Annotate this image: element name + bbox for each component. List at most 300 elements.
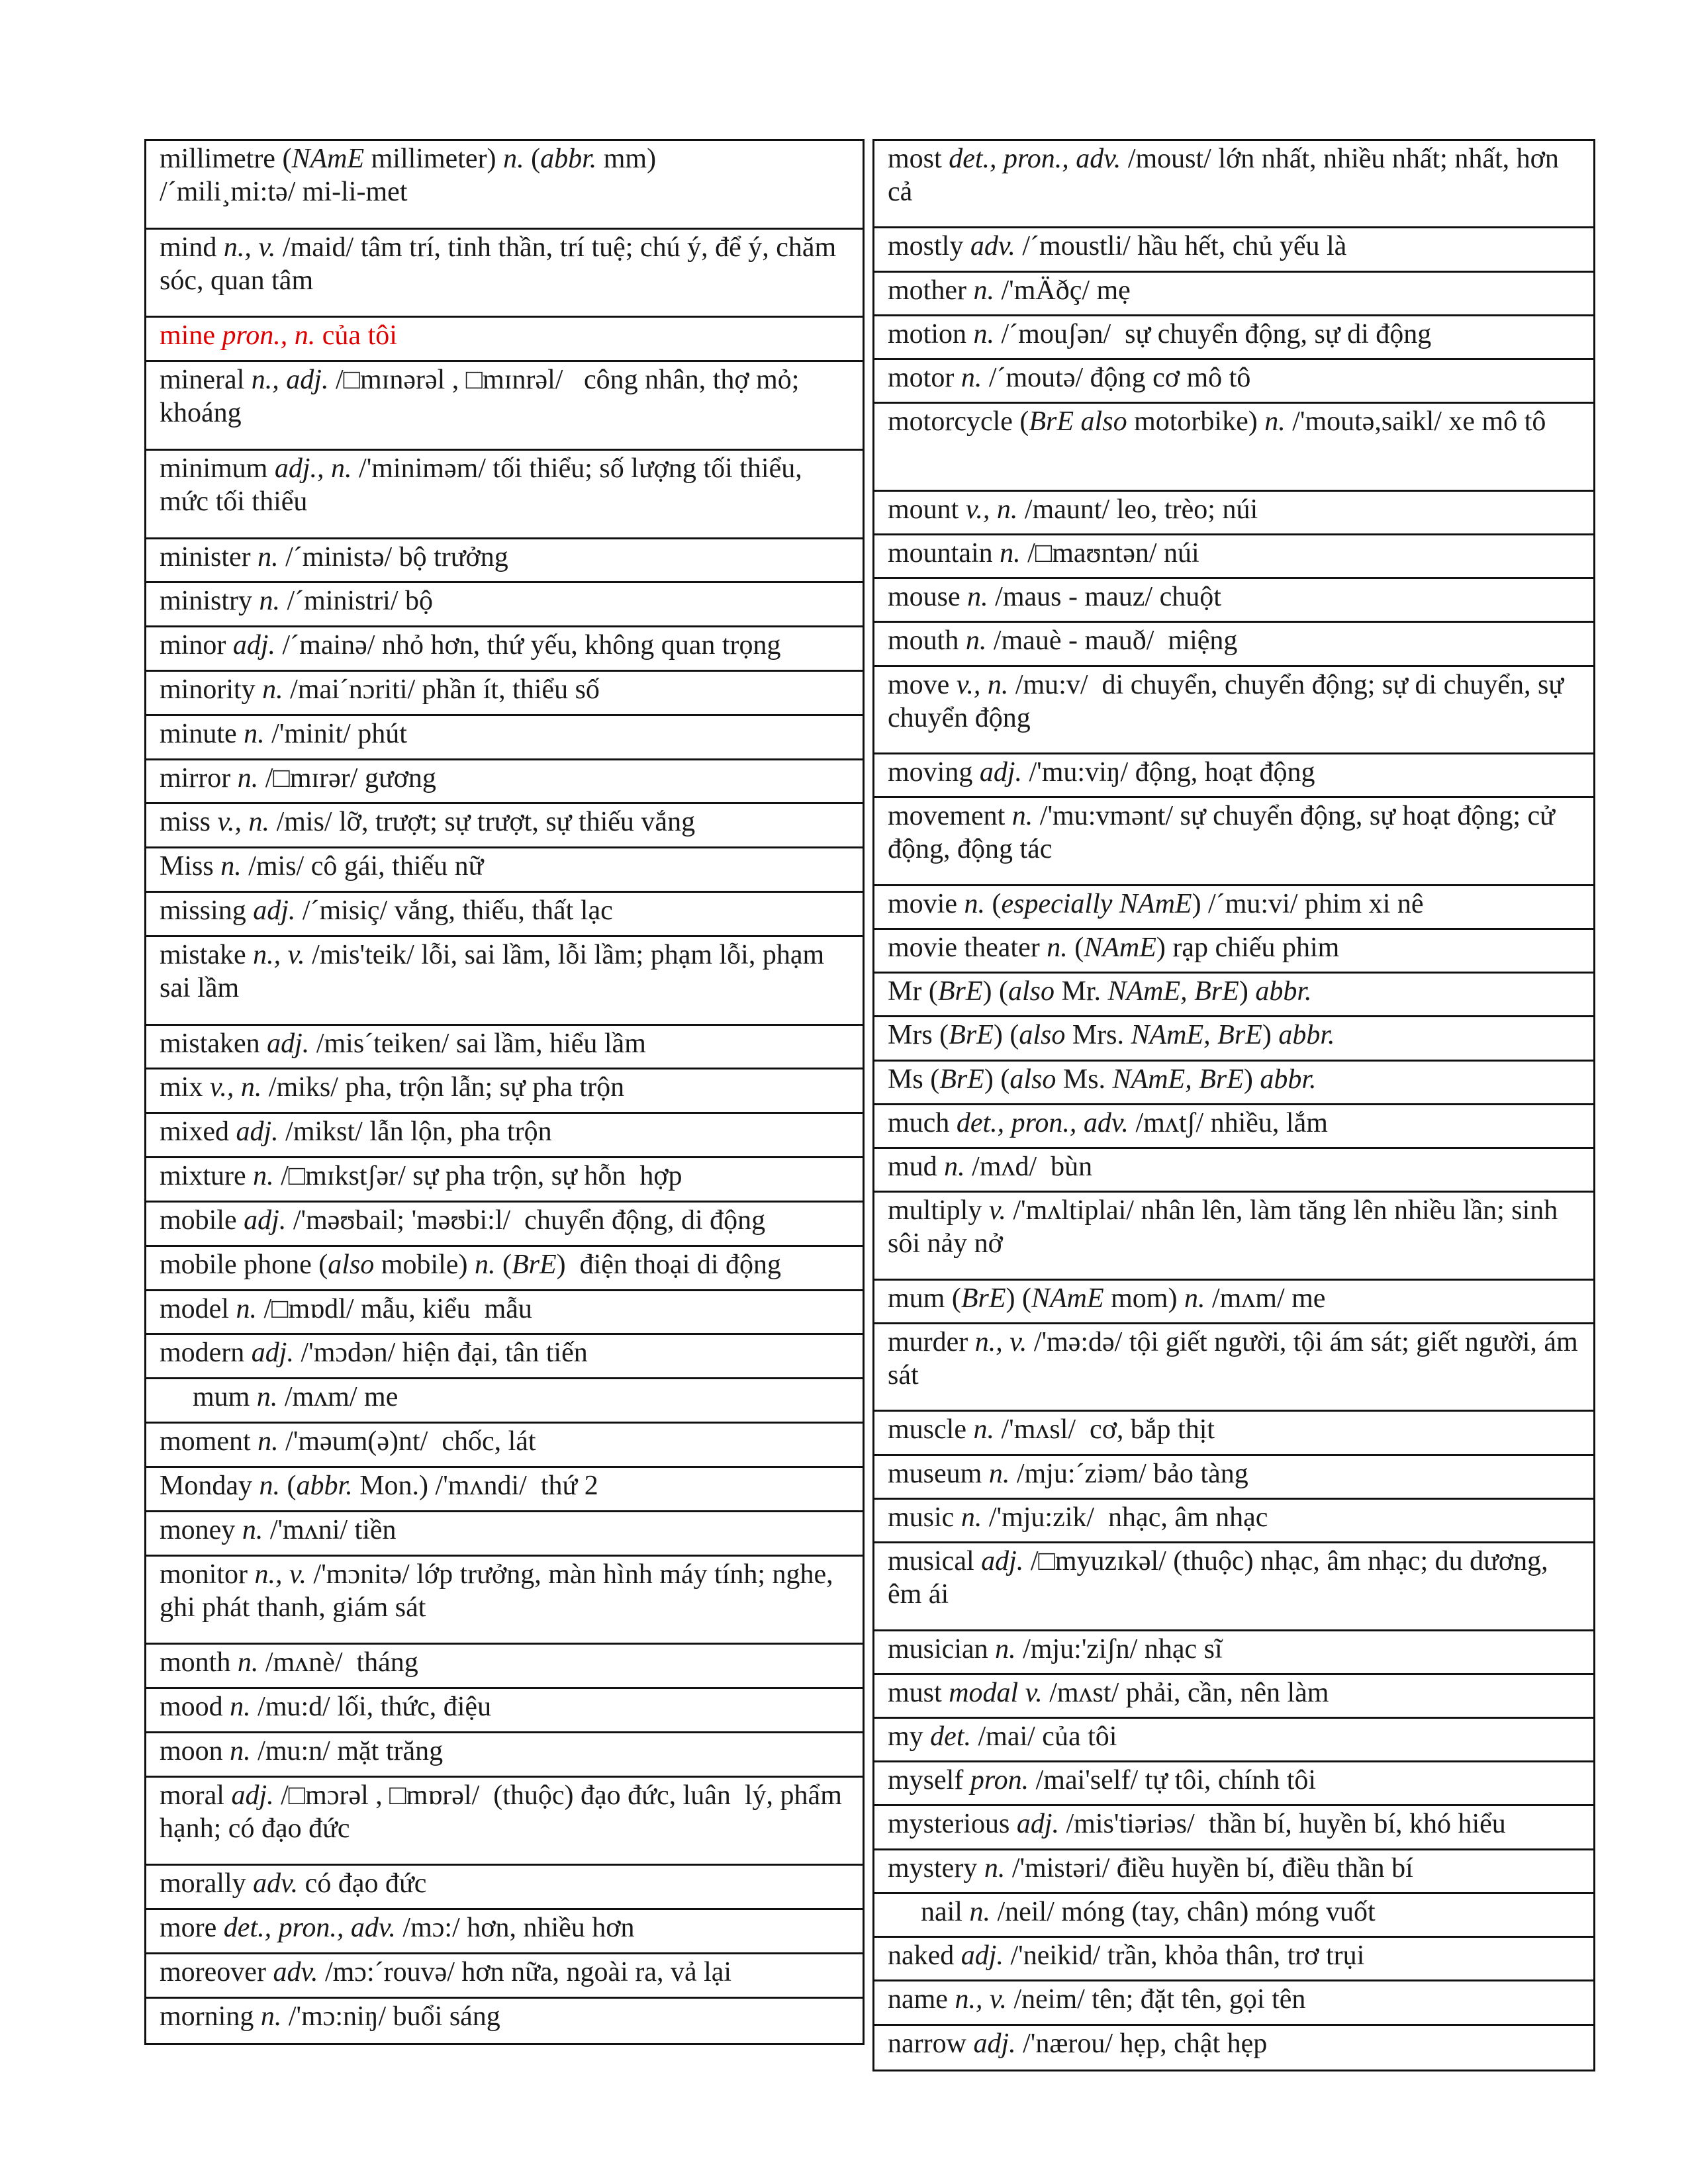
entry-grammar-label: adj. (244, 1205, 287, 1236)
entry-text: mix (160, 1072, 210, 1103)
entry-text: ) (1239, 976, 1256, 1007)
entry-text: /□mɪkstʃər/ sự pha trộn, sự hỗn hợp (273, 1161, 682, 1192)
entry-row (874, 1062, 1593, 1105)
entry-row (874, 1543, 1593, 1631)
entry-grammar-label: n. (262, 674, 283, 705)
entry-row (146, 1069, 863, 1114)
entry-text: Mrs. (1065, 1020, 1131, 1051)
entry-text: /mu:n/ mặt trăng (250, 1735, 444, 1766)
entry-text: /mai/ của tôi (970, 1721, 1117, 1752)
entry-row (874, 930, 1593, 974)
entry-row (146, 893, 863, 937)
entry-text: /□mɪnərəl , □mɪnrəl/ công nhân, thợ mỏ; khoáng (160, 365, 806, 429)
entry-text: /mʌm/ me (277, 1382, 399, 1413)
entry-row (146, 937, 863, 1026)
entry-text: money (160, 1514, 242, 1545)
entry-text: /mʌnè/ tháng (258, 1647, 418, 1678)
entry-row (874, 667, 1593, 754)
entry-text: mineral (160, 365, 252, 396)
entry-row (146, 1999, 863, 2043)
entry-row (874, 316, 1593, 360)
entry-row (146, 583, 863, 627)
entry-grammar-label: n., v. (253, 939, 305, 970)
entry-text: musician (888, 1633, 996, 1664)
entry-text: mystery (888, 1852, 984, 1884)
entry-text: /'mistəri/ điều huyền bí, điều thần bí (1005, 1852, 1413, 1884)
entry-text: Ms ( (888, 1064, 940, 1095)
entry-grammar-label: BrE also (1029, 406, 1127, 437)
entry-text: /mikst/ lẫn lộn, pha trộn (278, 1116, 552, 1148)
entry-text: có đạo đức (298, 1868, 427, 1899)
entry-row (874, 1894, 1593, 1938)
entry-text: ( (984, 888, 1002, 919)
entry-grammar-label: adj. (232, 630, 275, 661)
entry-text: /□mɪrər/ gương (258, 762, 436, 794)
entry-text: moment (160, 1426, 258, 1457)
entry-text: /mɔ:/ hơn, nhiều hơn (395, 1913, 635, 1944)
entry-grammar-label: n. (503, 144, 524, 174)
entry-text: /ˊministri/ bộ (280, 586, 434, 617)
entry-text: /misˊteiken/ sai lầm, hiểu lầm (309, 1028, 646, 1059)
entry-row (146, 1247, 863, 1291)
entry-text: ) (1243, 1064, 1260, 1095)
entry-text: music (888, 1502, 961, 1533)
entry-row (874, 1017, 1593, 1061)
entry-grammar-label: abbr. (1278, 1020, 1335, 1051)
entry-grammar-label: especially NAmE (1001, 888, 1192, 919)
entry-row (874, 1149, 1593, 1193)
entry-text: mine (160, 320, 222, 351)
entry-grammar-label: abbr. (296, 1470, 353, 1501)
entry-text: /ˊministə/ bộ trưởng (278, 541, 508, 572)
entry-text: mm) /ˊmili¸mi:tə/ mi-li-met (160, 144, 657, 207)
entry-text: /maus - mauz/ chuột (988, 582, 1221, 613)
entry-grammar-label: adj. (251, 1338, 294, 1369)
entry-row (146, 1866, 863, 1910)
entry-text: /mis'tiəriəs/ thần bí, huyền bí, khó hiểu (1059, 1809, 1506, 1840)
entry-row (874, 404, 1593, 491)
entry-grammar-label: BrE (961, 1283, 1006, 1314)
entry-text: /'mɔnitə/ lớp trưởng, màn hình máy tính; nghe, ghi phát thanh, giám sát (160, 1559, 841, 1623)
entry-text: /'minit/ phút (264, 718, 407, 749)
entry-grammar-label: NAmE, BrE (1131, 1020, 1262, 1051)
entry-row (146, 318, 863, 362)
entry-row (874, 228, 1593, 272)
entry-text: Mr. (1054, 976, 1108, 1007)
entry-text: ( (1067, 933, 1084, 963)
entry-grammar-label: NAmE, BrE (1112, 1064, 1244, 1095)
entry-row (146, 1512, 863, 1557)
entry-grammar-label: also (1019, 1020, 1066, 1051)
entry-grammar-label: n. (244, 718, 265, 749)
entry-text: minority (160, 674, 263, 705)
entry-text: /□myuzɪkəl/ (thuộc) nhạc, âm nhạc; du dương, êm ái (888, 1546, 1556, 1610)
entry-row (146, 760, 863, 805)
entry-grammar-label: also (1008, 976, 1055, 1007)
entry-grammar-label: det., pron., adv. (956, 1107, 1129, 1138)
entry-text: /mʌtʃ/ nhiều, lắm (1128, 1107, 1328, 1138)
entry-grammar-label: n. (961, 363, 982, 394)
entry-grammar-label: n. (961, 1502, 982, 1533)
entry-grammar-label: n. (258, 1426, 279, 1457)
entry-grammar-label: NAmE (1084, 933, 1156, 963)
entry-text: missing (160, 895, 254, 927)
entry-text: multiply (888, 1195, 989, 1226)
entry-text: /mu:v/ di chuyển, chuyển động; sự di chuyển, sự chuyển động (888, 669, 1571, 733)
entry-text: /mʌst/ phải, cần, nên làm (1042, 1677, 1329, 1708)
entry-row (146, 716, 863, 760)
entry-text: my (888, 1721, 931, 1752)
entry-text: /ˊmisiç/ vắng, thiếu, thất lạc (295, 895, 613, 927)
entry-grammar-label: n. (242, 1514, 263, 1545)
entry-grammar-label: n. (253, 1161, 274, 1192)
entry-text: /'mɔdən/ hiện đại, tân tiến (293, 1338, 588, 1369)
entry-row (874, 1456, 1593, 1500)
entry-text: Mrs ( (888, 1020, 949, 1051)
entry-text: must (888, 1677, 949, 1708)
entry-text: name (888, 1984, 955, 2015)
entry-row (874, 141, 1593, 228)
entry-text: motorcycle ( (888, 406, 1029, 437)
entry-grammar-label: v., n. (217, 807, 270, 838)
entry-grammar-label: NAmE (291, 144, 365, 174)
entry-row (146, 804, 863, 848)
entry-row (146, 451, 863, 539)
entry-text: mom) (1103, 1283, 1184, 1314)
entry-row (146, 539, 863, 584)
entry-row (874, 1719, 1593, 1762)
entry-grammar-label: BrE (949, 1020, 994, 1051)
entry-grammar-label: v., n. (209, 1072, 262, 1103)
entry-text: ministry (160, 586, 259, 617)
entry-row (874, 1938, 1593, 1981)
entry-text: myself (888, 1765, 970, 1796)
entry-row (146, 848, 863, 893)
entry-grammar-label: adv. (273, 1957, 318, 1988)
entry-text: /mu:d/ lối, thức, điệu (250, 1692, 492, 1723)
entry-row (146, 1424, 863, 1468)
entry-grammar-label: n. (259, 1470, 280, 1501)
entry-grammar-label: n. (969, 1896, 990, 1927)
entry-row (874, 1105, 1593, 1149)
entry-text: /neil/ móng (tay, chân) móng vuốt (990, 1896, 1376, 1927)
entry-row (874, 1762, 1593, 1806)
entry-text: move (888, 669, 957, 700)
entry-text: mixture (160, 1161, 254, 1192)
entry-row (874, 1324, 1593, 1412)
entry-grammar-label: BrE (511, 1249, 557, 1280)
entry-text: minister (160, 541, 258, 572)
entry-row (146, 362, 863, 451)
entry-row (874, 623, 1593, 666)
entry-grammar-label: n. (230, 1692, 251, 1723)
entry-text: motion (888, 318, 974, 349)
entry-text: /'mu:viŋ/ động, hoạt động (1022, 757, 1315, 788)
entry-row (146, 1335, 863, 1379)
entry-row (146, 1954, 863, 1999)
entry-row (146, 1778, 863, 1866)
entry-row (146, 1910, 863, 1954)
entry-text: ) rạp chiếu phim (1156, 933, 1340, 963)
entry-row (874, 273, 1593, 316)
entry-grammar-label: n. (237, 762, 259, 794)
entry-grammar-label: n. (260, 2001, 282, 2032)
entry-text: Mon.) /'mʌndi/ thứ 2 (352, 1470, 598, 1501)
entry-text: moon (160, 1735, 230, 1766)
entry-row (146, 1114, 863, 1158)
entry-text: /mʌm/ me (1205, 1283, 1326, 1314)
entry-grammar-label: adj. (1016, 1809, 1059, 1840)
entry-row (874, 886, 1593, 930)
entry-grammar-label: n. (236, 1293, 257, 1324)
entry-text: /'mu:vmənt/ sự chuyển động, sự hoạt động; cử động, động tác (888, 801, 1562, 865)
entry-text: mistaken (160, 1028, 267, 1059)
entry-row (874, 798, 1593, 886)
entry-text: ) /ˊmu:vi/ phim xi nê (1192, 888, 1424, 919)
entry-row (874, 1412, 1593, 1455)
entry-text: naked (888, 1940, 961, 1972)
entry-text: /'moutə,saikl/ xe mô tô (1285, 406, 1546, 437)
entry-text: /mju:'ziʃn/ nhạc sĩ (1015, 1633, 1223, 1664)
entry-grammar-label: adj. (236, 1116, 279, 1148)
entry-text: movement (888, 801, 1012, 832)
entry-row (874, 1806, 1593, 1850)
entry-row (146, 1645, 863, 1689)
entry-text: /mai'self/ tự tôi, chính tôi (1029, 1765, 1317, 1796)
entry-text: movie theater (888, 933, 1047, 963)
entry-grammar-label: n., v. (223, 232, 276, 263)
entry-grammar-label: adv. (970, 231, 1015, 262)
entry-row (874, 492, 1593, 535)
entry-row (874, 754, 1593, 798)
entry-text: narrow (888, 2028, 974, 2059)
entry-text: /maunt/ leo, trèo; núi (1017, 494, 1258, 525)
entry-grammar-label: n. (220, 851, 242, 882)
entry-text: /mju:ˊziəm/ bảo tàng (1009, 1458, 1248, 1489)
entry-text: /'neikid/ trần, khỏa thân, trơ trụi (1003, 1940, 1365, 1972)
entry-text: mum ( (888, 1283, 961, 1314)
entry-row (874, 1981, 1593, 2025)
entry-row (146, 141, 863, 230)
entry-text: /maid/ tâm trí, tinh thần, trí tuệ; chú ý, để ý, chăm sóc, quan tâm (160, 232, 843, 296)
entry-text: /ˊmoustli/ hầu hết, chủ yếu là (1015, 231, 1347, 262)
entry-grammar-label: n. (1184, 1283, 1205, 1314)
entry-grammar-label: adj. (973, 2028, 1016, 2059)
entry-text: của tôi (315, 320, 397, 351)
entry-text: Monday (160, 1470, 259, 1501)
entry-text: mouth (888, 625, 966, 657)
entry-row (874, 579, 1593, 623)
entry-text: /mauè - mauð/ miệng (986, 625, 1238, 657)
entry-row (146, 1689, 863, 1733)
entry-text: Miss (160, 851, 221, 882)
entry-grammar-label: n. (995, 1633, 1016, 1664)
entry-text: much (888, 1107, 957, 1138)
entry-grammar-label: n., adj. (251, 365, 329, 396)
entry-text: ) ( (982, 976, 1008, 1007)
entry-grammar-label: adj. (981, 1546, 1024, 1577)
entry-text: /mʌd/ bùn (964, 1152, 1093, 1183)
entry-row (874, 1281, 1593, 1324)
entry-row (146, 1557, 863, 1645)
entry-text: mountain (888, 538, 1000, 569)
entry-text: museum (888, 1458, 989, 1489)
entry-text: ( (524, 144, 541, 174)
entry-text: mistake (160, 939, 254, 970)
entry-grammar-label: also (328, 1249, 375, 1280)
entry-row (874, 535, 1593, 579)
entry-text: ) ( (993, 1020, 1019, 1051)
entry-text: /'mɔ:niŋ/ buổi sáng (281, 2001, 500, 2032)
entry-grammar-label: n. (973, 1414, 994, 1445)
entry-text: /'mə:də/ tội giết người, tội ám sát; giết người, ám sát (888, 1326, 1585, 1390)
entry-text: monitor (160, 1559, 255, 1590)
entry-grammar-label: modal v. (949, 1677, 1043, 1708)
entry-row (146, 1379, 863, 1424)
entry-text: most (888, 144, 949, 174)
vocab-table-right (872, 139, 1595, 2071)
entry-text: mouse (888, 582, 968, 613)
entry-text: nail (921, 1896, 970, 1927)
entry-text: /'məum(ə)nt/ chốc, lát (278, 1426, 536, 1457)
entry-text: mirror (160, 762, 238, 794)
entry-text: morning (160, 2001, 261, 2032)
entry-text: mobile phone ( (160, 1249, 328, 1280)
entry-text: /'mʌni/ tiền (263, 1514, 397, 1545)
entry-text: /'mju:zik/ nhạc, âm nhạc (982, 1502, 1268, 1533)
entry-grammar-label: n. (988, 1458, 1010, 1489)
entry-text: mum (193, 1382, 257, 1413)
entry-text: /'miniməm/ tối thiểu; số lượng tối thiểu, mức tối thiểu (160, 453, 810, 517)
entry-text: /mis/ lỡ, trượt; sự trượt, sự thiếu vắng (269, 807, 696, 838)
entry-grammar-label: n. (984, 1852, 1006, 1884)
entry-text: /'nærou/ hẹp, chật hẹp (1015, 2028, 1268, 2059)
entry-grammar-label: det. (930, 1721, 971, 1752)
entry-grammar-label: adj., n. (274, 453, 352, 484)
entry-grammar-label: v., n. (956, 669, 1009, 700)
entry-text: /moust/ lớn nhất, nhiều nhất; nhất, hơn cả (888, 144, 1566, 207)
entry-grammar-label: n. (237, 1647, 259, 1678)
entry-text: ( (495, 1249, 512, 1280)
entry-grammar-label: v., n. (965, 494, 1018, 525)
entry-text: movie (888, 888, 964, 919)
entry-grammar-label: n. (1000, 538, 1021, 569)
entry-row (874, 1631, 1593, 1675)
entry-text: mobile) (374, 1249, 475, 1280)
entry-text: /mis'teik/ lỗi, sai lầm, lỗi lầm; phạm lỗi, phạm sai lầm (160, 939, 831, 1003)
entry-text: month (160, 1647, 238, 1678)
entry-text: /ˊmouʃən/ sự chuyển động, sự di động (994, 318, 1432, 349)
entry-grammar-label: BrE (939, 1064, 984, 1095)
entry-grammar-label: n. (1264, 406, 1286, 437)
entry-grammar-label: n., v. (955, 1984, 1007, 2015)
entry-grammar-label: n. (973, 318, 995, 349)
entry-text: mud (888, 1152, 945, 1183)
entry-row (874, 1850, 1593, 1894)
entry-row (874, 360, 1593, 404)
entry-text: moral (160, 1780, 232, 1811)
entry-grammar-label: adj. (979, 757, 1023, 788)
entry-text: motor (888, 363, 961, 394)
entry-text: mixed (160, 1116, 236, 1148)
entry-row (146, 1158, 863, 1203)
entry-text: /maiˊnɔriti/ phần ít, thiểu số (283, 674, 600, 705)
entry-row (146, 672, 863, 716)
entry-grammar-label: pron. (970, 1765, 1029, 1796)
entry-text: /miks/ pha, trộn lẫn; sự pha trộn (261, 1072, 625, 1103)
entry-row (146, 1291, 863, 1336)
entry-text: /ˊmainə/ nhỏ hơn, thứ yếu, không quan trọng (275, 630, 781, 661)
entry-grammar-label: n. (967, 582, 988, 613)
entry-row (874, 1193, 1593, 1280)
entry-text: /'məʊbail; 'məʊbi:l/ chuyển động, di động (286, 1205, 766, 1236)
entry-text: morally (160, 1868, 254, 1899)
entry-row (146, 1026, 863, 1070)
entry-grammar-label: n. (973, 275, 994, 306)
entry-text: mood (160, 1692, 230, 1723)
entry-row (146, 230, 863, 318)
entry-grammar-label: n., v. (254, 1559, 307, 1590)
entry-text: /'mʌltiplai/ nhân lên, làm tăng lên nhiều lần; sinh sôi nảy nở (888, 1195, 1565, 1259)
vocab-table-left (144, 139, 865, 2045)
entry-row (146, 1468, 863, 1512)
entry-text: /mɔ:ˊrouvə/ hơn nữa, ngoài ra, vả lại (318, 1957, 732, 1988)
entry-grammar-label: also (1009, 1064, 1056, 1095)
entry-grammar-label: n. (474, 1249, 496, 1280)
entry-text: millimetre ( (160, 144, 292, 174)
entry-text: /neim/ tên; đặt tên, gọi tên (1006, 1984, 1306, 2015)
entry-text: murder (888, 1326, 975, 1357)
entry-text: musical (888, 1546, 982, 1577)
entry-grammar-label: n. (258, 541, 279, 572)
entry-text: miss (160, 807, 218, 838)
entry-row (874, 974, 1593, 1017)
entry-text: ) điện thoại di động (556, 1249, 782, 1280)
entry-grammar-label: n. (1047, 933, 1068, 963)
entry-text: more (160, 1913, 224, 1944)
entry-grammar-label: pron., n. (222, 320, 316, 351)
entry-text: mind (160, 232, 224, 263)
entry-grammar-label: abbr. (540, 144, 597, 174)
entry-grammar-label: NAmE, BrE (1107, 976, 1239, 1007)
entry-text: model (160, 1293, 236, 1324)
entry-grammar-label: n. (944, 1152, 965, 1183)
entry-text: millimeter) (364, 144, 504, 174)
entry-text: moving (888, 757, 980, 788)
entry-grammar-label: n. (256, 1382, 278, 1413)
entry-text: motorbike) (1127, 406, 1265, 437)
entry-grammar-label: BrE (937, 976, 983, 1007)
entry-text: mobile (160, 1205, 244, 1236)
entry-grammar-label: det., pron., adv. (223, 1913, 396, 1944)
entry-text: /ˊmoutə/ động cơ mô tô (982, 363, 1251, 394)
entry-grammar-label: n. (230, 1735, 251, 1766)
entry-grammar-label: n. (259, 586, 281, 617)
entry-text: ) ( (1006, 1283, 1031, 1314)
entry-text: /□mɒdl/ mẫu, kiểu mẫu (256, 1293, 532, 1324)
entry-grammar-label: n. (965, 625, 987, 657)
entry-row (874, 1675, 1593, 1719)
entry-text: minor (160, 630, 233, 661)
entry-grammar-label: NAmE (1031, 1283, 1104, 1314)
entry-grammar-label: abbr. (1260, 1064, 1317, 1095)
entry-text: muscle (888, 1414, 974, 1445)
entry-row (146, 627, 863, 672)
entry-grammar-label: n., v. (974, 1326, 1027, 1357)
entry-grammar-label: adj. (267, 1028, 310, 1059)
entry-text: mostly (888, 231, 970, 262)
entry-grammar-label: adj. (253, 895, 296, 927)
